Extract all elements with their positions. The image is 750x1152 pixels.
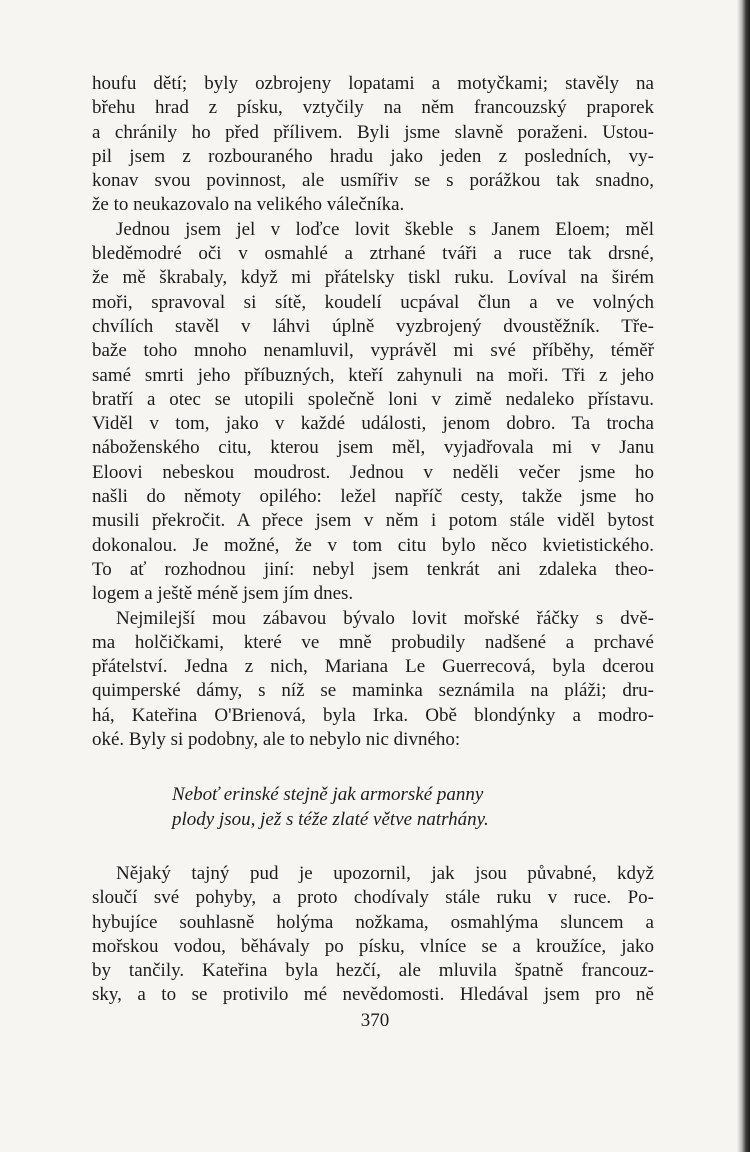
text-line: Eloovi nebeskou moudrost. Jednou v neděli večer jsme ho bbox=[92, 461, 654, 483]
paragraph bbox=[92, 72, 654, 218]
text-line: moři, spravoval si sítě, koudelí ucpával člun a ve volných bbox=[92, 291, 654, 313]
text-line: chvílích stavěl v láhvi úplně vyzbrojený dvoustěžník. Tře- bbox=[92, 315, 654, 337]
text-line: náboženského citu, kterou jsem měl, vyjadřovala mi v Janu bbox=[92, 437, 654, 459]
text-line: oké. Byly si podobny, ale to nebylo nic divného: bbox=[92, 729, 461, 751]
text-line: sloučí své pohyby, a proto chodívaly stále ruku v ruce. Po- bbox=[92, 887, 654, 909]
text-line: Nějaký tajný pud je upozornil, jak jsou půvabné, když bbox=[116, 862, 654, 884]
text-line: a chránily ho před přílivem. Byli jsme slavně poraženi. Ustou- bbox=[92, 121, 654, 143]
text-line: bratří a otec se utopili společně loni v zimě nedaleko přístavu. bbox=[92, 388, 654, 410]
verse-quote bbox=[92, 783, 654, 832]
text-line: by tančily. Kateřina byla hezčí, ale mluvila špatně francouz- bbox=[92, 960, 654, 982]
text-line: Nejmilejší mou zábavou bývalo lovit mořské řáčky s dvě- bbox=[116, 607, 654, 629]
text-line: dokonalou. Je možné, že v tom citu bylo něco kvietistického. bbox=[92, 534, 654, 556]
paragraph bbox=[92, 607, 654, 753]
text-line: mořskou vodou, běhávaly po písku, vlníce se a kroužíce, jako bbox=[92, 935, 654, 957]
text-line: že mě škrabaly, když mi přátelsky tiskl ruku. Lovíval na širém bbox=[92, 267, 654, 289]
text-line: břehu hrad z písku, vztyčily na něm francouzský praporek bbox=[92, 97, 654, 119]
text-line: ma holčičkami, které ve mně probudily nadšené a prchavé bbox=[92, 631, 654, 653]
text-line: bleděmodré oči v osmahlé a ztrhané tváři a ruce tak drsné, bbox=[92, 243, 654, 265]
text-line: sky, a to se protivilo mé nevědomosti. Hledával jsem pro ně bbox=[92, 984, 654, 1006]
closing-paragraph-block bbox=[92, 862, 654, 1008]
text-line: samé smrti jeho příbuzných, kteří zahynuli na moři. Tři z jeho bbox=[92, 364, 654, 386]
text-line: přátelství. Jedna z nich, Mariana Le Guerrecová, byla dcerou bbox=[92, 656, 654, 678]
text-line: našli do němoty opilého: ležel napříč cesty, takže jsme ho bbox=[92, 486, 654, 508]
page-edge-shadow bbox=[737, 0, 750, 1152]
text-line: hybujíce souhlasně holýma nožkama, osmahlýma sluncem a bbox=[92, 911, 654, 933]
paragraph bbox=[92, 218, 654, 607]
text-line: há, Kateřina O'Brienová, byla Irka. Obě blondýnky a modro- bbox=[92, 704, 654, 726]
text-line: To ať rozhodnou jiní: nebyl jsem tenkrát ani zdaleka theo- bbox=[92, 558, 654, 580]
text-line: baže toho mnoho nenamluvil, vyprávěl mi své příběhy, téměř bbox=[92, 340, 654, 362]
page-body bbox=[92, 72, 654, 1008]
page-number: 370 bbox=[360, 1010, 390, 1031]
verse-line: Neboť erinské stejně jak armorské panny bbox=[172, 784, 484, 806]
text-line: houfu dětí; byly ozbrojeny lopatami a motyčkami; stavěly na bbox=[92, 73, 654, 94]
prose-block bbox=[92, 72, 654, 752]
text-line: že to neukazovalo na velikého válečníka. bbox=[92, 194, 405, 216]
text-line: pil jsem z rozbouraného hradu jako jeden z posledních, vy- bbox=[92, 145, 654, 167]
text-line: Jednou jsem jel v loďce lovit škeble s Janem Eloem; měl bbox=[116, 218, 654, 240]
text-line: quimperské dámy, s níž se maminka seznámila na pláži; dru- bbox=[92, 680, 654, 702]
paragraph bbox=[92, 862, 654, 1008]
text-line: Viděl v tom, jako v každé události, jenom dobro. Ta trocha bbox=[92, 413, 654, 435]
text-line: musili překročit. A přece jsem v něm i potom stále viděl bytost bbox=[92, 510, 654, 532]
text-line: konav svou povinnost, ale usmířiv se s porážkou tak snadno, bbox=[92, 170, 654, 192]
verse-line: plody jsou, jež s téže zlaté větve natrhány. bbox=[172, 808, 489, 830]
text-line: logem a ještě méně jsem jím dnes. bbox=[92, 583, 354, 605]
